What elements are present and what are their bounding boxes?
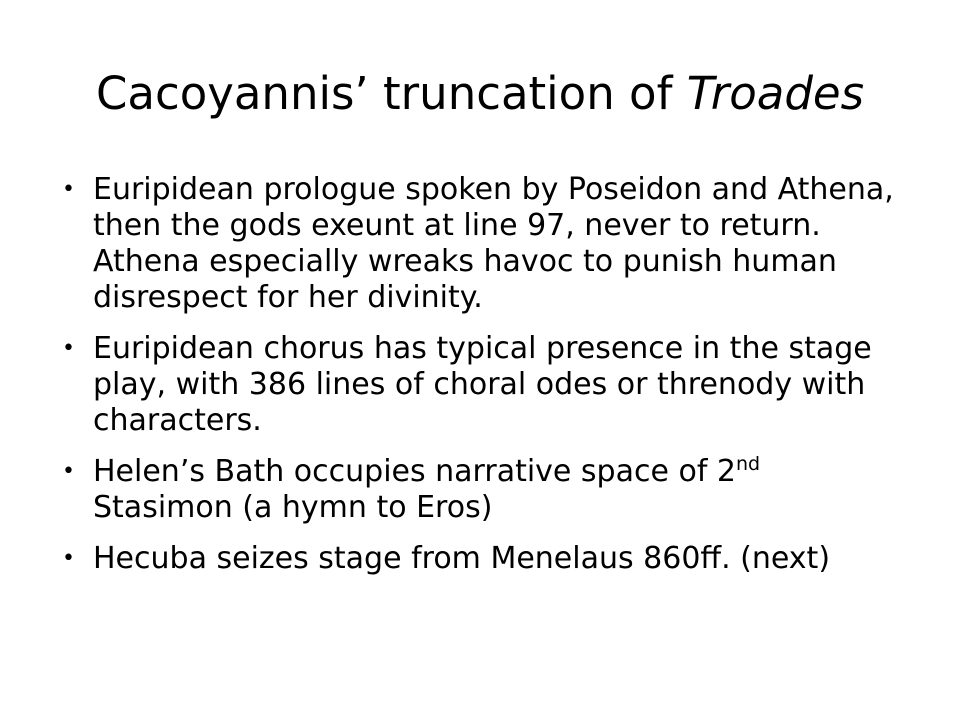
bullet-text bbox=[93, 454, 760, 525]
slide-title-main: Cacoyannis’ truncation of bbox=[95, 67, 687, 120]
bullet-list bbox=[58, 172, 908, 592]
slide-title bbox=[0, 62, 960, 126]
bullet-item bbox=[58, 454, 908, 526]
bullet-glyph: • bbox=[62, 546, 75, 571]
bullet-glyph: • bbox=[62, 177, 75, 202]
bullet-item bbox=[58, 331, 908, 439]
bullet-glyph: • bbox=[62, 336, 75, 361]
bullet-text-before: Helen’s Bath occupies narrative space of 2 bbox=[93, 454, 737, 489]
bullet-glyph: • bbox=[62, 459, 75, 484]
bullet-text: Euripidean prologue spoken by Poseidon and Athena, then the gods exeunt at line 97, never to return. Athena especially wreaks havoc to punish human disrespect for her divinity. bbox=[93, 172, 894, 315]
bullet-item bbox=[58, 541, 908, 577]
ordinal-superscript: nd bbox=[736, 453, 761, 475]
bullet-text: Hecuba seizes stage from Menelaus 860ff. (next) bbox=[93, 541, 831, 576]
bullet-text: Euripidean chorus has typical presence in the stage play, with 386 lines of choral odes or threnody with characters. bbox=[93, 331, 872, 438]
bullet-item bbox=[58, 172, 908, 316]
bullet-text-after: Stasimon (a hymn to Eros) bbox=[93, 490, 493, 525]
slide-title-italic: Troades bbox=[686, 67, 865, 120]
